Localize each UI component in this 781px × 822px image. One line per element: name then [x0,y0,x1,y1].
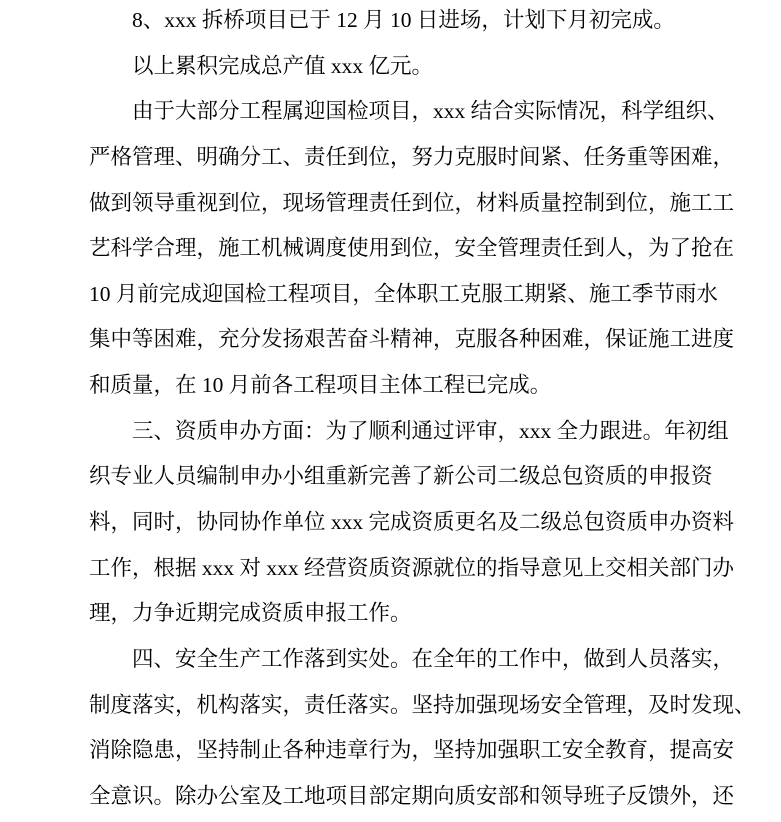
text-line: 消除隐患，坚持制止各种违章行为，坚持加强职工安全教育，提高安 [89,738,735,763]
document-body [89,0,756,820]
text-line: 做到领导重视到位，现场管理责任到位，材料质量控制到位，施工工 [89,190,735,215]
text-line: 制度落实，机构落实，责任落实。坚持加强现场安全管理，及时发现、 [89,692,756,717]
text-line: 织专业人员编制申办小组重新完善了新公司二级总包资质的申报资 [89,464,713,489]
paragraph [89,44,712,90]
paragraph [89,0,712,44]
text-line: 10 月前完成迎国检工程项目，全体职工克服工期紧、施工季节雨水 [89,281,718,306]
text-line: 艺科学合理，施工机械调度使用到位，安全管理责任到人，为了抢在 [89,236,735,261]
text-line: 集中等困难，充分发扬艰苦奋斗精神，克服各种困难，保证施工进度 [89,327,735,352]
paragraph [89,409,735,637]
text-line: 四、安全生产工作落到实处。在全年的工作中，做到人员落实， [132,646,735,671]
text-line: 料，同时，协同协作单位 xxx 完成资质更名及二级总包资质申办资料 [89,510,735,535]
text-line: 以上累积完成总产值 xxx 亿元。 [132,53,434,78]
paragraph [89,89,735,408]
text-line: 8、xxx 拆桥项目已于 12 月 10 日进场，计划下月初完成。 [132,8,675,32]
text-line: 由于大部分工程属迎国检项目，xxx 结合实际情况，科学组织、 [132,99,729,124]
text-line: 理，力争近期完成资质申报工作。 [89,601,412,626]
paragraph [89,637,756,820]
text-line: 和质量，在 10 月前各工程项目主体工程已完成。 [89,373,552,398]
text-line: 工作，根据 xxx 对 xxx 经营资质资源就位的指导意见上交相关部门办 [89,555,735,580]
text-line: 严格管理、明确分工、责任到位，努力克服时间紧、任务重等困难， [89,144,735,169]
text-line: 三、资质申办方面：为了顺利通过评审，xxx 全力跟进。年初组 [132,418,729,443]
text-line: 全意识。除办公室及工地项目部定期向质安部和领导班子反馈外，还 [89,783,735,808]
